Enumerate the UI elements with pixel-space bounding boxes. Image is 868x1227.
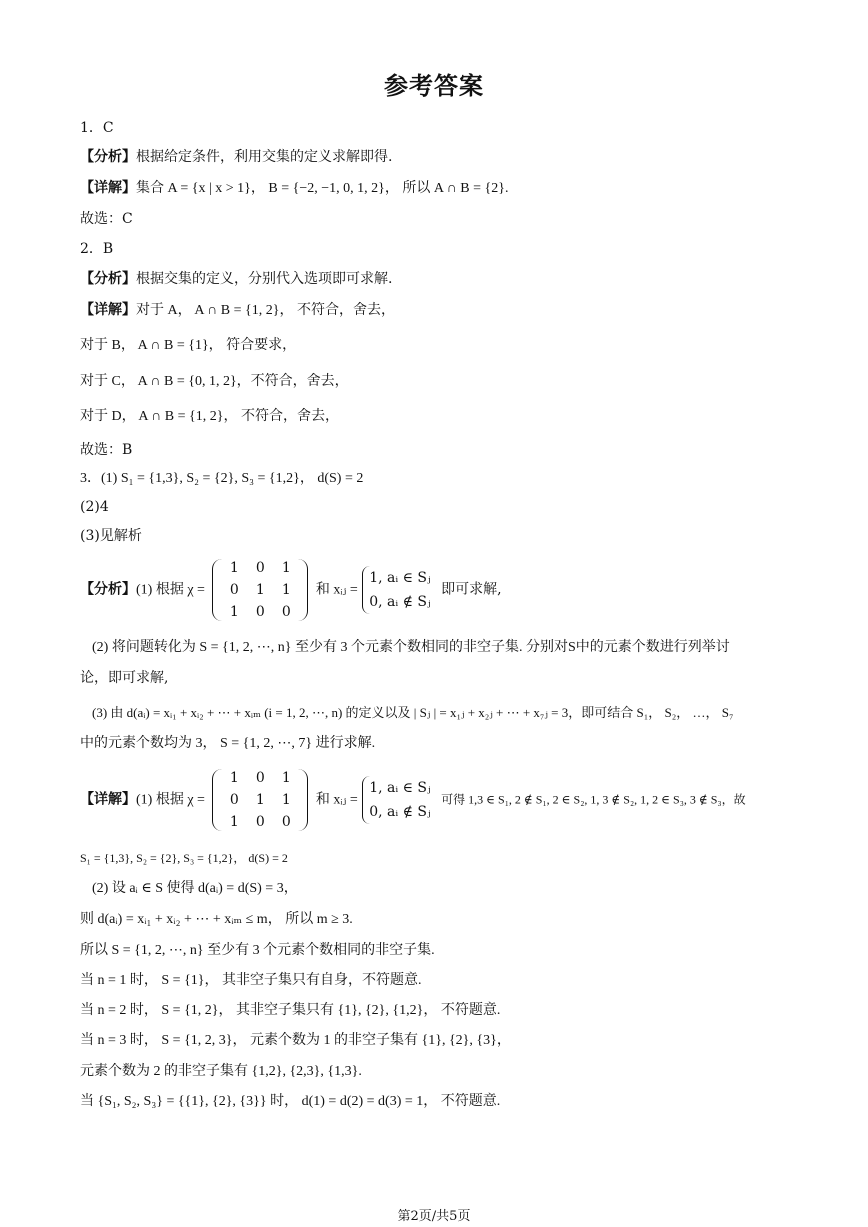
q2-number: 2．B	[80, 241, 114, 257]
q3-detail-2-2: 则 d(aᵢ) = xᵢ₁ + xᵢ₂ + ⋯ + xᵢₘ ≤ m， 所以 m ≥ 3.	[80, 912, 353, 927]
matrix-cell: 1	[229, 814, 239, 830]
q1-detail-text: 集合 A = {x | x > 1}， B = {−2, −1, 0, 1, 2}， 所以 A ∩ B = {2}.	[136, 181, 509, 196]
q3-part2: (2)4	[80, 499, 109, 515]
detail-tag: 【详解】	[80, 180, 136, 196]
analysis-tag: 【分析】	[80, 149, 136, 165]
piecewise-cases	[362, 566, 437, 614]
and-x-label: 和 xᵢⱼ =	[315, 792, 358, 808]
q3-detail-2-7: 元素个数为 2 的非空子集有 {1,2}, {2,3}, {1,3}.	[80, 1064, 362, 1079]
q3-detail-1-post: 可得 1,3 ∈ S₁, 2 ∉ S₁, 2 ∈ S₂, 1, 3 ∉ S₂, 1, 2 ∈ S₃, 3 ∉ S₃，故	[441, 792, 746, 807]
q2-detail-a-text: 对于 A， A ∩ B = {1, 2}， 不符合，舍去，	[136, 303, 395, 318]
matrix-cell: 1	[281, 560, 291, 576]
q3-detail-2-4: 当 n = 1 时， S = {1}， 其非空子集只有自身，不符题意.	[80, 973, 422, 988]
matrix-cell: 0	[229, 792, 239, 808]
case-2: 0, aᵢ ∉ Sⱼ	[369, 803, 431, 820]
q3-detail-2-5: 当 n = 2 时， S = {1, 2}， 其非空子集只有 {1}, {2}, {1,2}， 不符题意.	[80, 1003, 501, 1018]
q3-analysis-1-post: 即可求解,	[441, 581, 502, 598]
q3-analysis-2a: (2) 将问题转化为 S = {1, 2, ⋯, n} 至少有 3 个元素个数相同的非空子集. 分别对S中的元素个数进行列举讨	[92, 640, 730, 655]
detail-tag: 【详解】	[80, 302, 136, 318]
page-title: 参考答案	[384, 72, 484, 100]
q1-answer: 故选：C	[80, 211, 133, 227]
q2-detail-d: 对于 D， A ∩ B = {1, 2}， 不符合，舍去，	[80, 409, 339, 424]
q3-analysis-3b: 中的元素个数均为 3， S = {1, 2, ⋯, 7} 进行求解.	[80, 736, 376, 751]
q3-number-line: 3．(1) S₁ = {1,3}, S₂ = {2}, S₃ = {1,2}， d(S) = 2	[80, 471, 364, 486]
q3-detail-2-6: 当 n = 3 时， S = {1, 2, 3}， 元素个数为 1 的非空子集有 {1}, {2}, {3}，	[80, 1033, 511, 1048]
q3-detail-1	[80, 768, 746, 831]
q3-analysis-1	[80, 558, 502, 621]
matrix-cell: 0	[255, 814, 265, 830]
q3-detail-2-3: 所以 S = {1, 2, ⋯, n} 至少有 3 个元素个数相同的非空子集.	[80, 943, 435, 958]
q1-detail	[80, 178, 508, 199]
matrix-cell: 1	[255, 582, 265, 598]
q2-analysis-text: 根据交集的定义，分别代入选项即可求解.	[136, 271, 393, 287]
matrix-cell: 0	[255, 560, 265, 576]
matrix-cell: 1	[281, 582, 291, 598]
q3-detail-2-8: 当 {S₁, S₂, S₃} = {{1}, {2}, {3}} 时， d(1) = d(2) = d(3) = 1， 不符题意.	[80, 1094, 501, 1109]
q3-detail-1-pre: (1) 根据 χ =	[136, 792, 205, 808]
matrix-cell: 1	[255, 792, 265, 808]
matrix-cell: 0	[255, 770, 265, 786]
q1-analysis-text: 根据给定条件，利用交集的定义求解即得.	[136, 149, 393, 165]
matrix-cell: 0	[255, 604, 265, 620]
matrix-cell: 1	[281, 770, 291, 786]
q3-part3: (3)见解析	[80, 528, 142, 544]
matrix-cell: 1	[229, 770, 239, 786]
q3-analysis-1-pre: (1) 根据 χ =	[136, 582, 205, 598]
matrix-cell: 1	[229, 604, 239, 620]
analysis-tag: 【分析】	[80, 271, 136, 287]
q2-detail-b: 对于 B， A ∩ B = {1}， 符合要求，	[80, 338, 297, 353]
q2-answer: 故选：B	[80, 442, 133, 458]
q2-detail-a	[80, 300, 395, 321]
case-2: 0, aᵢ ∉ Sⱼ	[369, 593, 431, 610]
analysis-tag: 【分析】	[80, 581, 136, 598]
q3-analysis-3a: (3) 由 d(aᵢ) = xᵢ₁ + xᵢ₂ + ⋯ + xᵢₘ (i = 1, 2, ⋯, n) 的定义以及 | Sⱼ | = x₁ⱼ + x₂ⱼ + ⋯ + x₇ⱼ = 3，即可结合 S₁， S₂， …， S₇	[92, 705, 734, 720]
q3-detail-2-1: (2) 设 aᵢ ∈ S 使得 d(aᵢ) = d(S) = 3，	[92, 881, 298, 896]
matrix-cell: 1	[229, 560, 239, 576]
case-1: 1, aᵢ ∈ Sⱼ	[369, 569, 431, 586]
piecewise-cases	[362, 776, 437, 824]
chi-matrix	[212, 768, 308, 831]
q1-number: 1．C	[80, 120, 114, 136]
matrix-grid	[212, 769, 308, 831]
and-x-label: 和 xᵢⱼ =	[315, 582, 358, 598]
q3-detail-1-result: S₁ = {1,3}, S₂ = {2}, S₃ = {1,2}， d(S) = 2	[80, 851, 288, 865]
matrix-grid	[212, 559, 308, 621]
matrix-cell: 0	[229, 582, 239, 598]
matrix-cell: 1	[281, 792, 291, 808]
q2-analysis	[80, 269, 392, 289]
page-footer: 第2页/共5页	[397, 1209, 471, 1224]
matrix-cell: 0	[281, 814, 291, 830]
q3-analysis-2b: 论，即可求解,	[80, 670, 169, 686]
chi-matrix	[212, 558, 308, 621]
case-1: 1, aᵢ ∈ Sⱼ	[369, 779, 431, 796]
matrix-cell: 0	[281, 604, 291, 620]
q2-detail-c: 对于 C， A ∩ B = {0, 1, 2}，不符合，舍去，	[80, 374, 349, 389]
q1-analysis	[80, 147, 392, 167]
detail-tag: 【详解】	[80, 791, 136, 808]
